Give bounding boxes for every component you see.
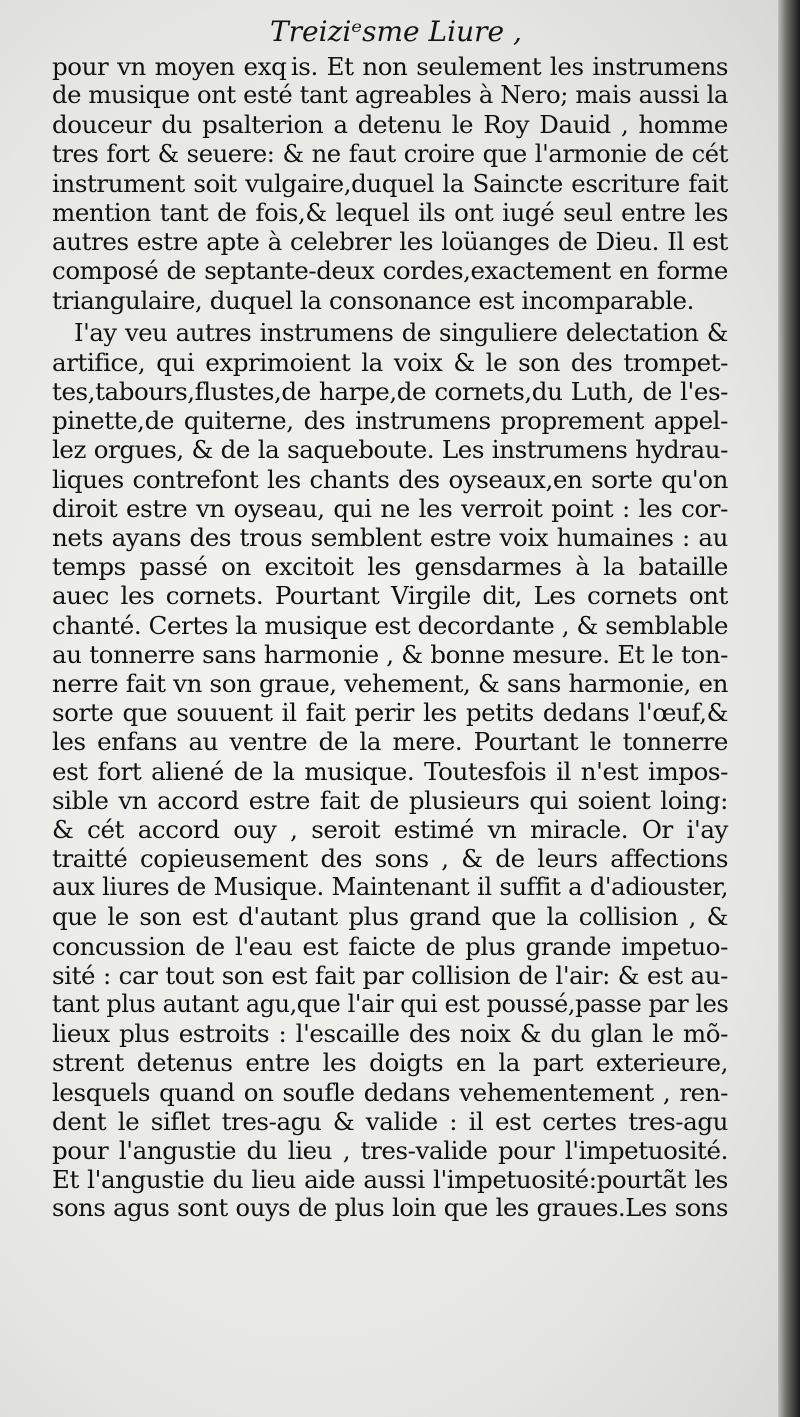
text-line: sorte que souuent il fait perir les petits dedans l'œuf,& bbox=[52, 698, 728, 728]
text-line: traitté copieusement des sons , & de leurs affections bbox=[52, 844, 728, 874]
text-line: chanté. Certes la musique est decordante , & semblable bbox=[52, 610, 729, 640]
paragraph-start-line: I'ay veu autres instrumens de singuliere delectation & bbox=[74, 318, 728, 347]
text-line: tant plus autant agu,que l'air qui est poussé,passe par les bbox=[52, 990, 729, 1018]
text-line: concussion de l'eau est faicte de plus grande impetuo- bbox=[52, 931, 728, 961]
text-line: sible vn accord estre fait de plusieurs qui soient loing: bbox=[52, 785, 728, 815]
body-text bbox=[52, 52, 728, 1224]
text-line: aux liures de Musique. Maintenant il suffit a d'adiouster, bbox=[52, 873, 728, 902]
text-line: sons agus sont ouys de plus loin que les graues.Les sons bbox=[52, 1194, 728, 1223]
text-line: sité : car tout son est fait par collision de l'air: & est au- bbox=[52, 960, 728, 990]
page-edge-shadow bbox=[778, 0, 800, 1417]
text-line: instrument soit vulgaire,duquel la Saincte escriture fait bbox=[52, 168, 728, 198]
text-line: diroit estre vn oyseau, qui ne les verroit point : les cor- bbox=[52, 493, 728, 523]
text-line: tes,tabours,flustes,de harpe,de cornets,du Luth, de l'es- bbox=[52, 377, 728, 407]
text-line: que le son est d'autant plus grand que la collision , & bbox=[52, 902, 728, 932]
text-line: strent detenus entre les doigts en la part exterieure, bbox=[52, 1048, 728, 1078]
text-line: tres fort & seuere: & ne faut croire que l'armonie de cét bbox=[52, 139, 728, 168]
text-line: douceur du psalterion a detenu le Roy Dauid , homme bbox=[52, 110, 728, 140]
text-line: liques contrefont les chants des oyseaux,en sorte qu'on bbox=[52, 464, 728, 494]
text-line: artifice, qui exprimoient la voix & le son des trompet- bbox=[52, 347, 728, 377]
text-line: de musique ont esté tant agreables à Nero; mais aussi la bbox=[52, 81, 728, 110]
text-line: lez orgues, & de la saqueboute. Les instrumens hydrau- bbox=[52, 435, 728, 465]
text-line: autres estre apte à celebrer les loüanges de Dieu. Il est bbox=[52, 227, 728, 257]
text-line: nerre fait vn son graue, vehement, & sans harmonie, en bbox=[52, 668, 728, 698]
text-line: pour vn moyen exq is. Et non seulement les instrumens bbox=[52, 52, 728, 81]
text-line: auec les cornets. Pourtant Virgile dit, Les cornets ont bbox=[52, 581, 728, 611]
text-line: composé de septante-deux cordes,exactement en forme bbox=[52, 256, 728, 286]
text-line: pinette,de quiterne, des instrumens proprement appel- bbox=[52, 406, 728, 436]
text-line: lesquels quand on soufle dedans vehementement , ren- bbox=[52, 1077, 728, 1107]
text-line: est fort aliené de la musique. Toutesfois il n'est impos- bbox=[52, 756, 728, 786]
text-line: & cét accord ouy , seroit estimé vn miracle. Or i'ay bbox=[52, 814, 728, 844]
text-line: triangulaire, duquel la consonance est incomparable. bbox=[52, 285, 694, 315]
text-line: les enfans au ventre de la mere. Pourtant le tonnerre bbox=[52, 727, 728, 757]
text-line: pour l'angustie du lieu , tres-valide pour l'impetuosité. bbox=[52, 1135, 728, 1165]
text-line: nets ayans des trous semblent estre voix humaines : au bbox=[52, 523, 728, 552]
text-line: mention tant de fois,& lequel ils ont iugé seul entre les bbox=[52, 197, 728, 227]
text-line: au tonnerre sans harmonie , & bonne mesure. Et le ton- bbox=[52, 639, 728, 669]
text-line: dent le siflet tres-agu & valide : il est certes tres-agu bbox=[52, 1106, 728, 1136]
running-head: Treiziᵉsme Liure , bbox=[270, 15, 522, 48]
text-line: Et l'angustie du lieu aide aussi l'impetuosité:pourtãt les bbox=[52, 1165, 728, 1195]
text-line: lieux plus estroits : l'escaille des noix & du glan le mõ- bbox=[52, 1019, 728, 1049]
text-line: temps passé on excitoit les gensdarmes à la bataille bbox=[52, 552, 728, 582]
